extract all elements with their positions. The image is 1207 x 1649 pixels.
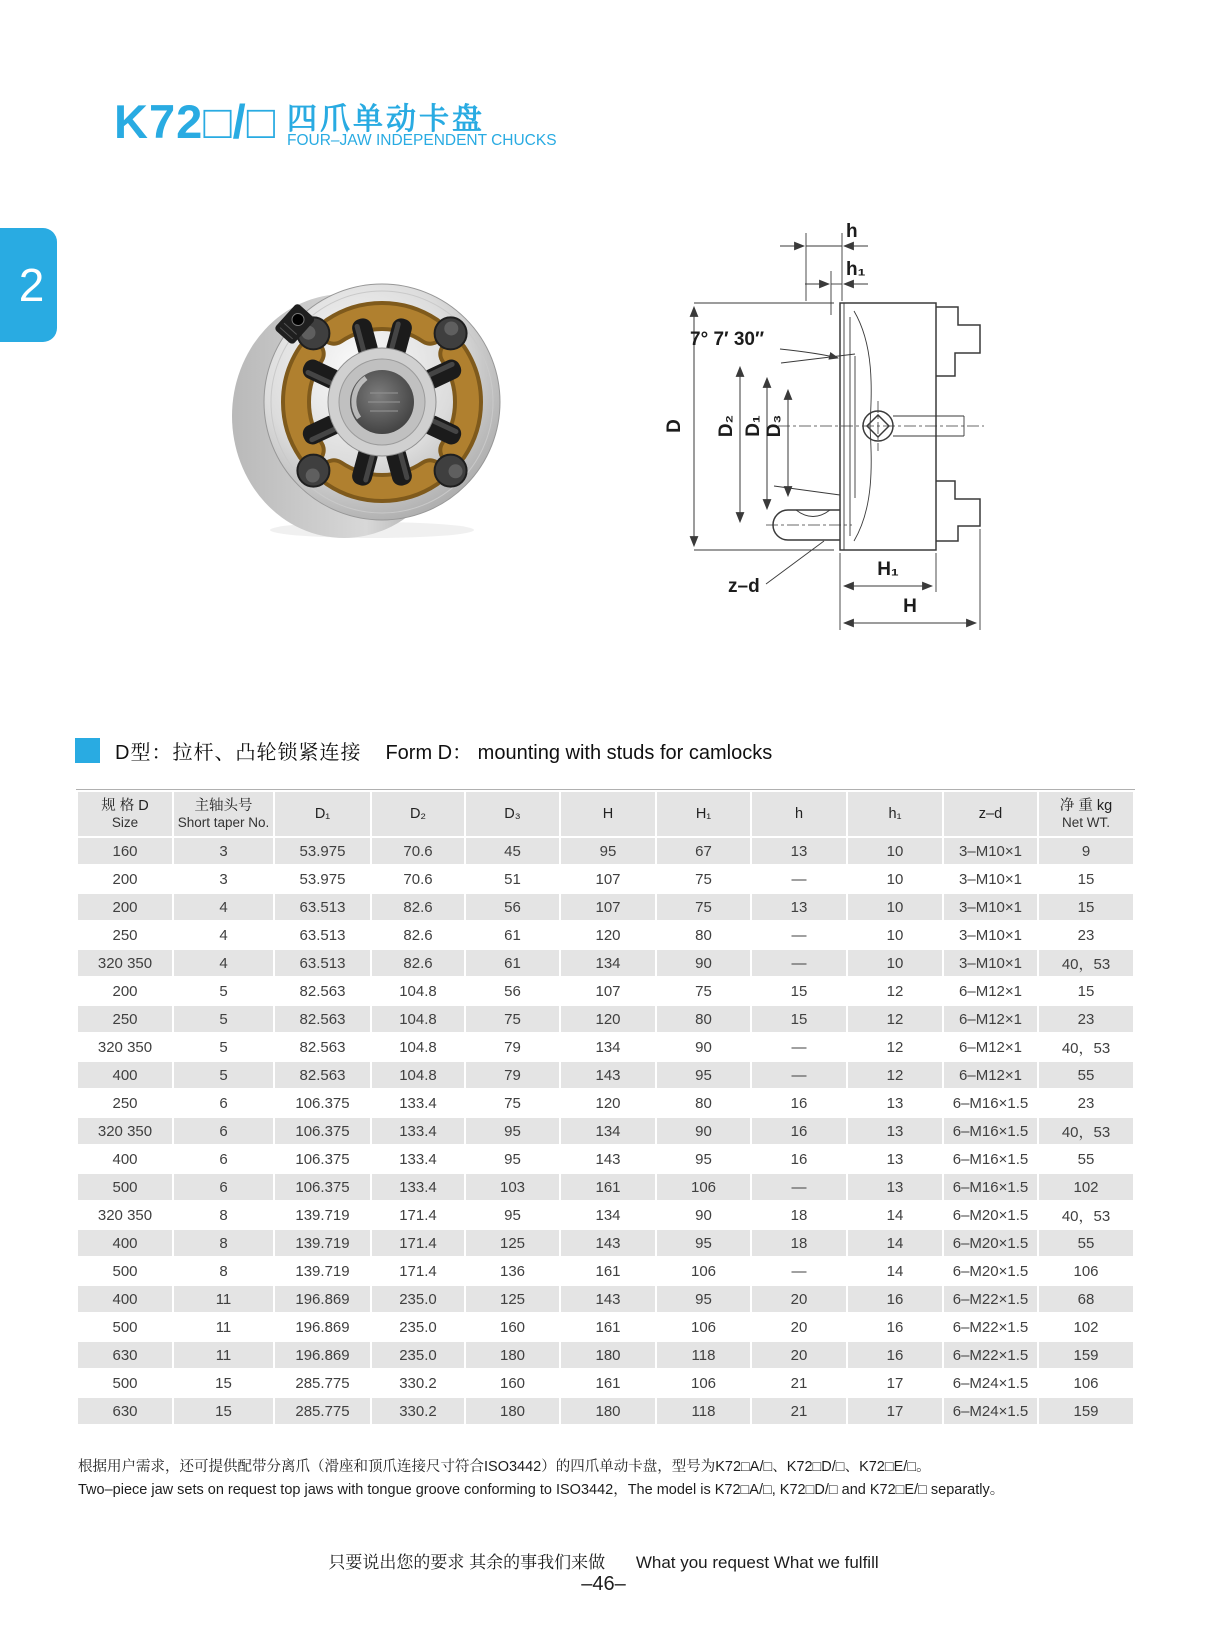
table-cell: 6–M20×1.5 bbox=[952, 1206, 1029, 1224]
table-cell: 5 bbox=[174, 1006, 273, 1032]
table-cell: 16 bbox=[848, 1342, 942, 1368]
table-cell: 106.375 bbox=[275, 1174, 370, 1200]
footnote-en: Two–piece jaw sets on request top jaws with tongue groove conforming to ISO3442，The model is K72□A/□, K72□D/□ and K72□E/□ separatly。 bbox=[78, 1482, 1005, 1498]
dim-label-D2: D₂ bbox=[716, 414, 737, 438]
table-cell: 500 bbox=[112, 1262, 138, 1280]
table-cell: 118 bbox=[657, 1398, 750, 1424]
table-cell: 6–M12×1 bbox=[959, 982, 1022, 1000]
table-cell: — bbox=[752, 1174, 846, 1200]
table-cell: 80 bbox=[657, 1006, 750, 1032]
table-cell: 200 bbox=[112, 870, 138, 888]
table-cell: 23 bbox=[1077, 926, 1095, 944]
table-cell: 8 bbox=[174, 1230, 273, 1256]
table-cell: 56 bbox=[466, 894, 559, 920]
table-row bbox=[78, 1342, 1133, 1368]
table-cell: 171.4 bbox=[372, 1230, 464, 1256]
dim-label-H1: H₁ bbox=[877, 559, 899, 580]
table-cell: 67 bbox=[657, 838, 750, 864]
table-cell: 61 bbox=[466, 950, 559, 976]
table-cell: 16 bbox=[886, 1318, 904, 1336]
column-header: D₃ bbox=[466, 792, 559, 836]
column-header: 净 重 kg Net WT. bbox=[1039, 792, 1133, 836]
section-title bbox=[75, 736, 772, 765]
table-cell: 90 bbox=[657, 1118, 750, 1144]
table-cell: 15 bbox=[174, 1398, 273, 1424]
section-label-cn: D型：拉杆、凸轮锁紧连接 bbox=[115, 742, 362, 764]
table-cell: 103 bbox=[466, 1174, 559, 1200]
column-header: h bbox=[752, 792, 846, 836]
spec-table bbox=[76, 789, 1135, 1426]
table-cell: 70.6 bbox=[403, 870, 433, 888]
dim-label-D1: D₁ bbox=[743, 415, 764, 437]
table-cell: 106 bbox=[1073, 1262, 1099, 1280]
table-cell: 102 bbox=[1039, 1174, 1133, 1200]
table-cell: 8 bbox=[219, 1262, 228, 1280]
table-row bbox=[78, 1202, 1133, 1228]
table-cell: 160 bbox=[78, 838, 172, 864]
column-header: H₁ bbox=[657, 792, 750, 836]
table-cell: 104.8 bbox=[372, 1062, 464, 1088]
table-cell: 90 bbox=[695, 1038, 712, 1056]
table-cell: 10 bbox=[848, 838, 942, 864]
table-cell: 180 bbox=[561, 1342, 655, 1368]
table-cell: 10 bbox=[886, 870, 904, 888]
table-cell: 143 bbox=[595, 1150, 621, 1168]
table-cell: 630 bbox=[78, 1342, 172, 1368]
table-row bbox=[78, 1034, 1133, 1060]
table-cell: 136 bbox=[499, 1262, 526, 1280]
table-cell: 330.2 bbox=[372, 1398, 464, 1424]
table-cell: 55 bbox=[1077, 1150, 1095, 1168]
table-cell: 82.6 bbox=[403, 926, 433, 944]
table-cell: 320 350 bbox=[97, 1038, 153, 1056]
table-cell: 40，53 bbox=[1061, 1039, 1111, 1057]
table-cell: 200 bbox=[112, 982, 138, 1000]
table-cell: 235.0 bbox=[399, 1318, 437, 1336]
table-cell: 285.775 bbox=[295, 1374, 350, 1392]
table-cell: 630 bbox=[78, 1398, 172, 1424]
technical-drawing bbox=[628, 193, 1198, 645]
table-cell: 120 bbox=[595, 1094, 621, 1112]
table-cell: 16 bbox=[790, 1094, 808, 1112]
table-cell: 13 bbox=[886, 1094, 904, 1112]
table-cell: 12 bbox=[848, 1062, 942, 1088]
table-cell: 20 bbox=[752, 1342, 846, 1368]
table-cell: 200 bbox=[78, 894, 172, 920]
table-cell: 11 bbox=[174, 1342, 273, 1368]
table-cell: 68 bbox=[1039, 1286, 1133, 1312]
table-cell: 82.563 bbox=[275, 1006, 370, 1032]
table-cell: 330.2 bbox=[399, 1374, 437, 1392]
table-cell: 106.375 bbox=[295, 1094, 350, 1112]
table-row bbox=[78, 1314, 1133, 1340]
table-cell: 180 bbox=[466, 1398, 559, 1424]
table-cell: 15 bbox=[1077, 870, 1095, 888]
table-cell: 40，53 bbox=[1039, 1118, 1133, 1144]
table-cell: 104.8 bbox=[399, 1038, 437, 1056]
table-header-row bbox=[78, 792, 1133, 836]
table-cell: 9 bbox=[1039, 838, 1133, 864]
footer-slogan bbox=[0, 1548, 1207, 1573]
page-title-cn: 四爪单动卡盘 bbox=[287, 103, 485, 136]
footnote-cn: 根据用户需求，还可提供配带分离爪（滑座和顶爪连接尺寸符合ISO3442）的四爪单动卡盘，型号为K72□A/□、K72□D/□、K72□E/□。 bbox=[78, 1459, 931, 1475]
table-cell: 5 bbox=[219, 1038, 228, 1056]
table-cell: 82.6 bbox=[372, 950, 464, 976]
chuck-cross-section bbox=[766, 303, 984, 550]
table-cell: 180 bbox=[466, 1342, 559, 1368]
table-cell: 20 bbox=[752, 1286, 846, 1312]
table-row bbox=[78, 950, 1133, 976]
table-cell: 18 bbox=[790, 1206, 808, 1224]
table-cell: 125 bbox=[466, 1286, 559, 1312]
table-cell: 4 bbox=[174, 950, 273, 976]
table-cell: 3–M10×1 bbox=[959, 926, 1022, 944]
table-cell: 6–M16×1.5 bbox=[952, 1094, 1029, 1112]
table-cell: 95 bbox=[504, 1206, 521, 1224]
table-cell: 159 bbox=[1039, 1342, 1133, 1368]
table-cell: — bbox=[791, 1038, 807, 1056]
table-cell: 14 bbox=[886, 1262, 904, 1280]
table-cell: 51 bbox=[504, 870, 521, 888]
table-cell: 6–M24×1.5 bbox=[952, 1374, 1029, 1392]
table-cell: 15 bbox=[1039, 894, 1133, 920]
section-label-en: Form D： mounting with studs for camlocks bbox=[385, 742, 773, 764]
dim-label-H: H bbox=[903, 596, 917, 617]
table-cell: 95 bbox=[695, 1150, 712, 1168]
table-row bbox=[78, 922, 1133, 948]
table-cell: 106 bbox=[690, 1262, 717, 1280]
dim-label-h1: h₁ bbox=[846, 259, 866, 280]
table-cell: 196.869 bbox=[275, 1342, 370, 1368]
table-cell: 11 bbox=[174, 1286, 273, 1312]
table-cell: 320 350 bbox=[78, 950, 172, 976]
table-cell: — bbox=[791, 870, 807, 888]
table-cell: 13 bbox=[886, 1150, 904, 1168]
table-cell: 16 bbox=[848, 1286, 942, 1312]
table-cell: 21 bbox=[790, 1374, 808, 1392]
table-cell: 134 bbox=[561, 1118, 655, 1144]
table-row bbox=[78, 978, 1133, 1004]
table-cell: 40，53 bbox=[1061, 1207, 1111, 1225]
table-cell: 15 bbox=[215, 1374, 232, 1392]
table-cell: 95 bbox=[466, 1118, 559, 1144]
table-cell: 10 bbox=[848, 894, 942, 920]
table-cell: 20 bbox=[790, 1318, 808, 1336]
table-cell: 320 350 bbox=[97, 1206, 153, 1224]
footer-slogan-en: What you request What we fulfill bbox=[635, 1553, 879, 1572]
table-cell: 13 bbox=[848, 1118, 942, 1144]
table-cell: 120 bbox=[595, 926, 621, 944]
table-cell: 107 bbox=[561, 894, 655, 920]
table-cell: 285.775 bbox=[275, 1398, 370, 1424]
table-cell: 13 bbox=[752, 838, 846, 864]
table-cell: 106.375 bbox=[275, 1118, 370, 1144]
table-cell: 95 bbox=[504, 1150, 521, 1168]
table-cell: 134 bbox=[595, 1038, 621, 1056]
table-cell: 400 bbox=[78, 1230, 172, 1256]
table-cell: 13 bbox=[752, 894, 846, 920]
table-cell: 8 bbox=[219, 1206, 228, 1224]
table-cell: 161 bbox=[561, 1174, 655, 1200]
table-cell: — bbox=[752, 1062, 846, 1088]
dimension-labels bbox=[664, 221, 917, 617]
footnotes bbox=[78, 1456, 1148, 1502]
table-cell: 125 bbox=[466, 1230, 559, 1256]
table-cell: 80 bbox=[695, 1094, 712, 1112]
table-cell: 6–M22×1.5 bbox=[944, 1286, 1037, 1312]
table-cell: 4 bbox=[219, 926, 228, 944]
table-cell: 12 bbox=[886, 1038, 904, 1056]
column-header: z–d bbox=[944, 792, 1037, 836]
table-cell: 139.719 bbox=[295, 1206, 350, 1224]
table-cell: 196.869 bbox=[275, 1286, 370, 1312]
table-cell: 5 bbox=[174, 1062, 273, 1088]
table-cell: 21 bbox=[752, 1398, 846, 1424]
table-cell: 95 bbox=[561, 838, 655, 864]
table-row bbox=[78, 1230, 1133, 1256]
table-cell: 13 bbox=[848, 1174, 942, 1200]
table-cell: 70.6 bbox=[372, 838, 464, 864]
column-header: 主轴头号 Short taper No. bbox=[174, 792, 273, 836]
table-cell: 6 bbox=[219, 1150, 228, 1168]
table-cell: 63.513 bbox=[275, 950, 370, 976]
table-cell: 171.4 bbox=[399, 1262, 437, 1280]
page-title-en: FOUR–JAW INDEPENDENT CHUCKS bbox=[287, 132, 557, 149]
table-cell: 55 bbox=[1039, 1062, 1133, 1088]
table-cell: 5 bbox=[219, 982, 228, 1000]
table-cell: 6 bbox=[174, 1118, 273, 1144]
table-cell: 159 bbox=[1039, 1398, 1133, 1424]
table-cell: 75 bbox=[466, 1006, 559, 1032]
table-cell: 106 bbox=[690, 1374, 717, 1392]
table-cell: 139.719 bbox=[295, 1262, 350, 1280]
table-cell: 55 bbox=[1039, 1230, 1133, 1256]
section-bullet-square bbox=[75, 738, 100, 763]
table-cell: 90 bbox=[695, 1206, 712, 1224]
table-cell: 79 bbox=[466, 1062, 559, 1088]
table-cell: 15 bbox=[790, 982, 808, 1000]
page-number: –46– bbox=[581, 1573, 626, 1595]
table-cell: 118 bbox=[657, 1342, 750, 1368]
table-row bbox=[78, 1286, 1133, 1312]
table-row bbox=[78, 1062, 1133, 1088]
table-row bbox=[78, 1370, 1133, 1396]
table-cell: 23 bbox=[1077, 1094, 1095, 1112]
center-bore bbox=[328, 348, 436, 456]
table-cell: 6–M12×1 bbox=[959, 1038, 1022, 1056]
table-cell: 6–M20×1.5 bbox=[944, 1230, 1037, 1256]
table-cell: 75 bbox=[657, 894, 750, 920]
table-cell: 3 bbox=[174, 838, 273, 864]
table-cell: 102 bbox=[1073, 1318, 1099, 1336]
table-row bbox=[78, 1174, 1133, 1200]
table-cell: 400 bbox=[112, 1150, 138, 1168]
table-cell: 12 bbox=[886, 982, 904, 1000]
table-cell: 133.4 bbox=[372, 1118, 464, 1144]
table-cell: 133.4 bbox=[372, 1174, 464, 1200]
table-row bbox=[78, 1090, 1133, 1116]
column-header: h₁ bbox=[848, 792, 942, 836]
table-cell: 143 bbox=[561, 1062, 655, 1088]
model-code: K72□/□ bbox=[114, 95, 277, 148]
column-header: 规 格 D Size bbox=[78, 792, 172, 836]
table-cell: 63.513 bbox=[275, 894, 370, 920]
table-cell: 106 bbox=[690, 1318, 717, 1336]
table-cell: 3 bbox=[219, 870, 228, 888]
dim-label-D: D bbox=[664, 419, 685, 433]
table-cell: 107 bbox=[595, 982, 621, 1000]
table-row bbox=[78, 1118, 1133, 1144]
table-cell: 143 bbox=[561, 1286, 655, 1312]
table-cell: 6–M22×1.5 bbox=[952, 1318, 1029, 1336]
table-cell: 133.4 bbox=[399, 1094, 437, 1112]
table-cell: 3–M10×1 bbox=[959, 870, 1022, 888]
table-cell: 82.563 bbox=[299, 1038, 346, 1056]
table-cell: 500 bbox=[112, 1318, 138, 1336]
table-cell: 17 bbox=[848, 1398, 942, 1424]
table-cell: 235.0 bbox=[372, 1286, 464, 1312]
table-cell: 75 bbox=[695, 870, 712, 888]
table-cell: 161 bbox=[595, 1318, 621, 1336]
table-cell: 6–M24×1.5 bbox=[944, 1398, 1037, 1424]
table-cell: 11 bbox=[215, 1318, 232, 1336]
table-cell: 120 bbox=[561, 1006, 655, 1032]
table-cell: 400 bbox=[78, 1062, 172, 1088]
table-cell: 15 bbox=[1077, 982, 1095, 1000]
table-cell: 106.375 bbox=[295, 1150, 350, 1168]
table-row bbox=[78, 1146, 1133, 1172]
table-cell: 95 bbox=[657, 1230, 750, 1256]
table-cell: 6 bbox=[174, 1174, 273, 1200]
table-cell: 4 bbox=[174, 894, 273, 920]
table-cell: 161 bbox=[595, 1262, 621, 1280]
table-cell: 500 bbox=[112, 1374, 138, 1392]
table-cell: 18 bbox=[752, 1230, 846, 1256]
table-cell: — bbox=[752, 950, 846, 976]
table-cell: 3–M10×1 bbox=[944, 950, 1037, 976]
column-header: H bbox=[561, 792, 655, 836]
table-cell: 23 bbox=[1039, 1006, 1133, 1032]
table-cell: 10 bbox=[848, 950, 942, 976]
dim-label-D3: D₃ bbox=[764, 414, 785, 438]
table-row bbox=[78, 866, 1133, 892]
table-cell: 320 350 bbox=[78, 1118, 172, 1144]
chapter-tab bbox=[0, 228, 57, 342]
table-cell: 3–M10×1 bbox=[944, 838, 1037, 864]
table-cell: 6–M22×1.5 bbox=[944, 1342, 1037, 1368]
table-cell: 16 bbox=[790, 1150, 808, 1168]
table-cell: 95 bbox=[657, 1286, 750, 1312]
table-cell: 16 bbox=[752, 1118, 846, 1144]
table-cell: 107 bbox=[595, 870, 621, 888]
table-cell: 14 bbox=[848, 1230, 942, 1256]
table-cell: 104.8 bbox=[399, 982, 437, 1000]
table-cell: 235.0 bbox=[372, 1342, 464, 1368]
table-cell: 53.975 bbox=[275, 838, 370, 864]
chuck-photo bbox=[230, 274, 510, 544]
table-row bbox=[78, 838, 1133, 864]
table-cell: 196.869 bbox=[295, 1318, 350, 1336]
table-cell: 3–M10×1 bbox=[944, 894, 1037, 920]
table-cell: 75 bbox=[504, 1094, 521, 1112]
table-cell: 143 bbox=[561, 1230, 655, 1256]
table-cell: 139.719 bbox=[275, 1230, 370, 1256]
table-cell: 6–M12×1 bbox=[944, 1062, 1037, 1088]
table-cell: 82.6 bbox=[372, 894, 464, 920]
table-cell: 250 bbox=[78, 1006, 172, 1032]
table-row bbox=[78, 1006, 1133, 1032]
table-cell: 56 bbox=[504, 982, 521, 1000]
table-cell: 40，53 bbox=[1039, 950, 1133, 976]
table-cell: 63.513 bbox=[299, 926, 346, 944]
column-header: D₁ bbox=[275, 792, 370, 836]
chapter-number: 2 bbox=[18, 259, 45, 311]
dim-label-angle: 7° 7′ 30″ bbox=[690, 329, 765, 350]
table-cell: 400 bbox=[78, 1286, 172, 1312]
table-cell: 17 bbox=[886, 1374, 904, 1392]
table-cell: 250 bbox=[112, 1094, 138, 1112]
footer-slogan-cn: 只要说出您的要求 其余的事我们来做 bbox=[328, 1553, 606, 1572]
table-cell: 134 bbox=[595, 1206, 621, 1224]
table-cell: 500 bbox=[78, 1174, 172, 1200]
table-cell: 61 bbox=[504, 926, 521, 944]
table-cell: 6 bbox=[219, 1094, 228, 1112]
table-cell: 80 bbox=[695, 926, 712, 944]
table-cell: 75 bbox=[695, 982, 712, 1000]
table-cell: 6–M16×1.5 bbox=[944, 1174, 1037, 1200]
dim-label-zd: z–d bbox=[728, 576, 760, 597]
table-cell: 6–M16×1.5 bbox=[952, 1150, 1029, 1168]
table-cell: 160 bbox=[499, 1374, 526, 1392]
table-cell: 14 bbox=[886, 1206, 904, 1224]
table-cell: 171.4 bbox=[399, 1206, 437, 1224]
table-cell: 6–M16×1.5 bbox=[944, 1118, 1037, 1144]
table-cell: 82.563 bbox=[299, 982, 346, 1000]
table-cell: 106 bbox=[657, 1174, 750, 1200]
dim-label-h: h bbox=[846, 221, 858, 242]
table-cell: 134 bbox=[561, 950, 655, 976]
column-header: D₂ bbox=[372, 792, 464, 836]
table-cell: 6–M20×1.5 bbox=[952, 1262, 1029, 1280]
table-cell: 82.563 bbox=[275, 1062, 370, 1088]
table-cell: 10 bbox=[886, 926, 904, 944]
table-row bbox=[78, 1398, 1133, 1424]
table-cell: 104.8 bbox=[372, 1006, 464, 1032]
table-cell: 95 bbox=[657, 1062, 750, 1088]
table-cell: 250 bbox=[112, 926, 138, 944]
table-cell: 45 bbox=[466, 838, 559, 864]
table-cell: 79 bbox=[504, 1038, 521, 1056]
table-cell: 133.4 bbox=[399, 1150, 437, 1168]
table-cell: 160 bbox=[499, 1318, 526, 1336]
table-cell: 12 bbox=[848, 1006, 942, 1032]
table-cell: — bbox=[791, 1262, 807, 1280]
table-cell: 90 bbox=[657, 950, 750, 976]
table-cell: 106 bbox=[1073, 1374, 1099, 1392]
table-row bbox=[78, 894, 1133, 920]
table-cell: 15 bbox=[752, 1006, 846, 1032]
table-cell: 180 bbox=[561, 1398, 655, 1424]
table-cell: 6–M12×1 bbox=[944, 1006, 1037, 1032]
table-cell: — bbox=[791, 926, 807, 944]
table-cell: 53.975 bbox=[299, 870, 346, 888]
table-row bbox=[78, 1258, 1133, 1284]
table-cell: 161 bbox=[595, 1374, 621, 1392]
